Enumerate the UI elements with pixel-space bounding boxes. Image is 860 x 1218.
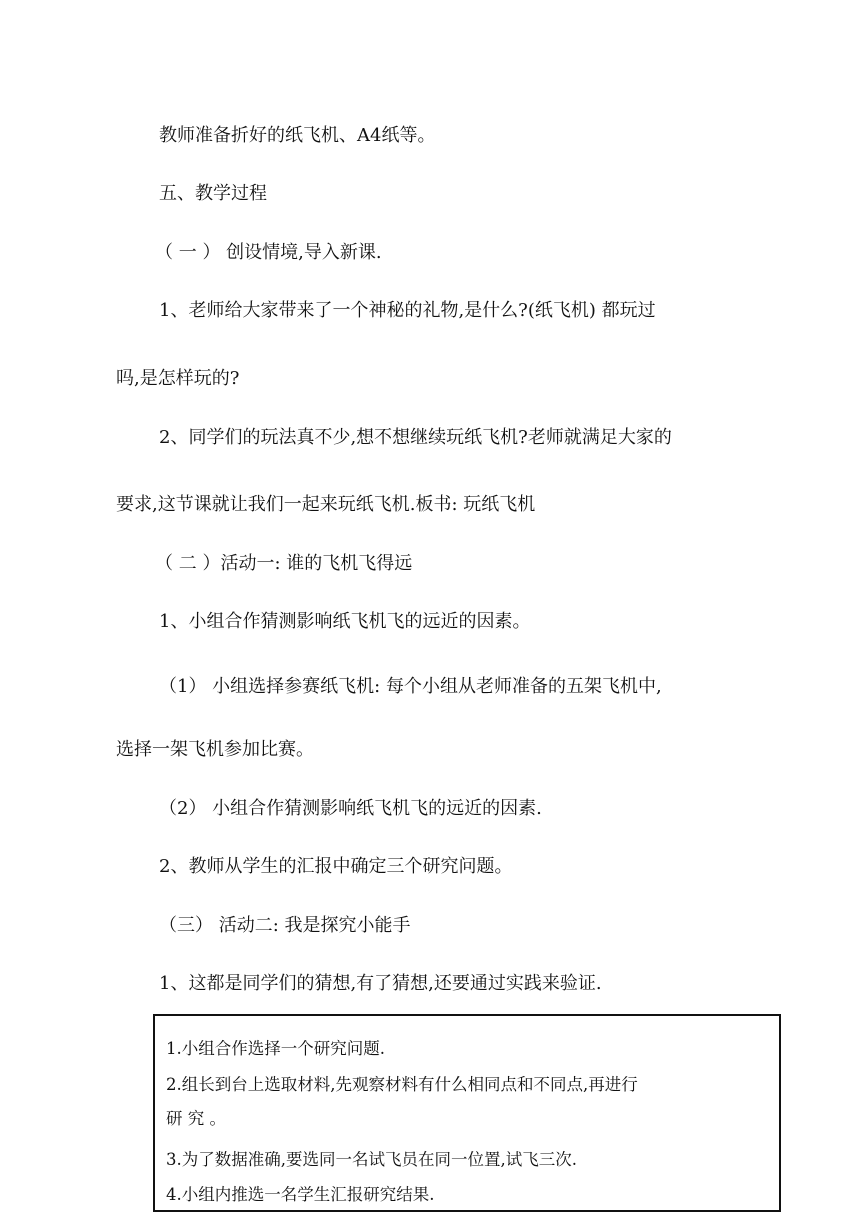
paragraph: 要求,这节课就让我们一起来玩纸飞机.板书: 玩纸飞机 [116, 494, 536, 515]
subsection-heading: （ 二 ）活动一: 谁的飞机飞得远 [155, 553, 413, 574]
instructions-box [153, 1014, 781, 1212]
instruction-item: 1.小组合作选择一个研究问题. [166, 1039, 385, 1058]
paragraph: 2、教师从学生的汇报中确定三个研究问题。 [159, 856, 513, 877]
paragraph: 1、小组合作猜测影响纸飞机飞的远近的因素。 [159, 611, 531, 632]
paragraph: 1、老师给大家带来了一个神秘的礼物,是什么?(纸飞机) 都玩过 [159, 300, 656, 321]
subsection-heading: （三） 活动二: 我是探究小能手 [159, 915, 411, 936]
paragraph: 2、同学们的玩法真不少,想不想继续玩纸飞机?老师就满足大家的 [159, 427, 672, 448]
section-heading: 五、教学过程 [159, 183, 267, 204]
paragraph: （2） 小组合作猜测影响纸飞机飞的远近的因素. [159, 798, 542, 819]
instruction-item: 4.小组内推选一名学生汇报研究结果. [166, 1185, 435, 1204]
paragraph: 选择一架飞机参加比赛。 [116, 739, 314, 760]
paragraph: （1） 小组选择参赛纸飞机: 每个小组从老师准备的五架飞机中, [159, 676, 662, 697]
subsection-heading: （ 一 ） 创设情境,导入新课. [155, 242, 382, 263]
paragraph: 教师准备折好的纸飞机、A4纸等。 [159, 125, 436, 146]
paragraph: 吗,是怎样玩的? [116, 368, 240, 389]
paragraph: 1、这都是同学们的猜想,有了猜想,还要通过实践来验证. [159, 973, 602, 994]
instruction-item: 3.为了数据准确,要选同一名试飞员在同一位置,试飞三次. [166, 1150, 577, 1169]
instruction-item: 研 究 。 [166, 1109, 226, 1128]
instruction-item: 2.组长到台上选取材料,先观察材料有什么相同点和不同点,再进行 [166, 1075, 638, 1094]
